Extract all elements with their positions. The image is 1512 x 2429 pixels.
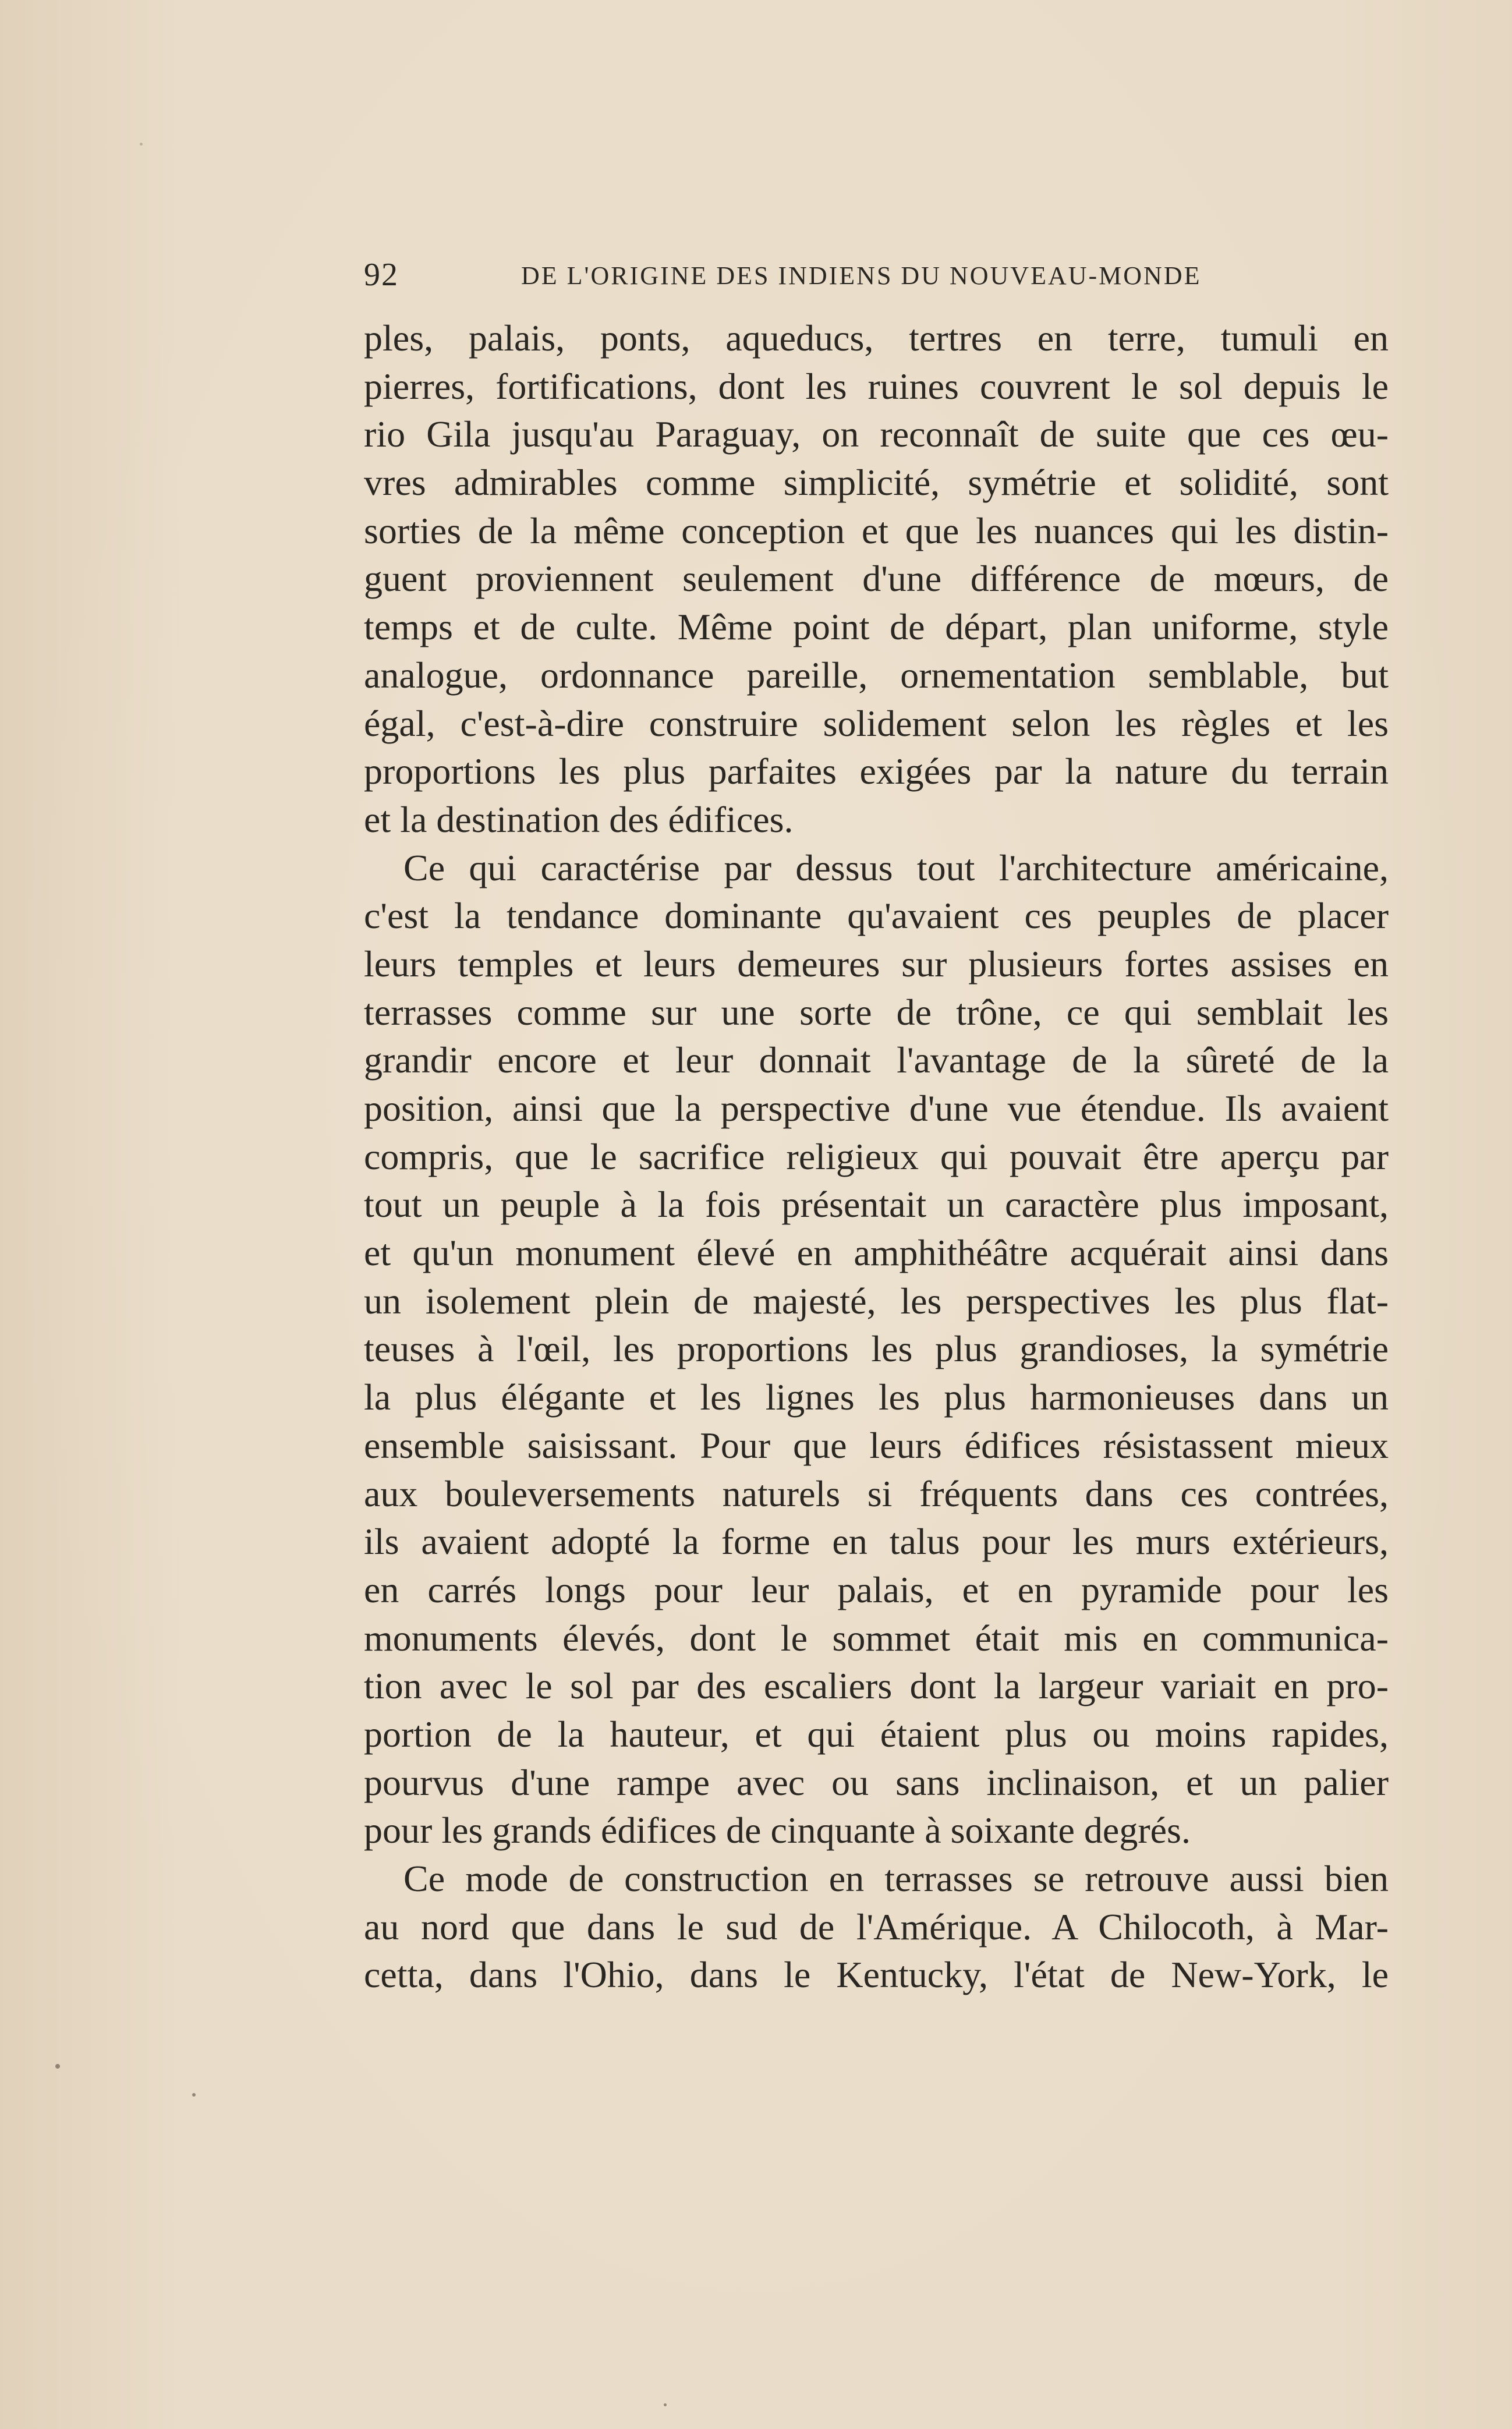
text-line: la plus élégante et les lignes les plus harmonieuses dans un	[364, 1376, 1389, 1418]
paragraph-1	[364, 314, 1389, 844]
text-line: ensemble saisissant. Pour que leurs édifices résistassent mieux	[364, 1424, 1389, 1466]
text-line: ils avaient adopté la forme en talus pour les murs extérieurs,	[364, 1521, 1389, 1563]
text-line: Ce mode de construction en terrasses se retrouve aussi bien	[403, 1858, 1389, 1899]
text-line: portion de la hauteur, et qui étaient plus ou moins rapides,	[364, 1713, 1389, 1755]
text-line: Ce qui caractérise par dessus tout l'architecture américaine,	[403, 847, 1389, 888]
text-line: position, ainsi que la perspective d'une vue étendue. Ils avaient	[364, 1088, 1389, 1129]
text-line: pour les grands édifices de cinquante à soixante degrés.	[364, 1810, 1191, 1851]
text-line: rio Gila jusqu'au Paraguay, on reconnaît de suite que ces œu-	[364, 413, 1389, 455]
text-line: leurs temples et leurs demeures sur plusieurs fortes assises en	[364, 943, 1389, 985]
paragraph-2	[364, 844, 1389, 1855]
text-line: grandir encore et leur donnait l'avantage de la sûreté de la	[364, 1039, 1389, 1081]
text-line: un isolement plein de majesté, les perspectives les plus flat-	[364, 1280, 1389, 1322]
paragraph-3	[364, 1855, 1389, 1999]
text-line: tout un peuple à la fois présentait un caractère plus imposant,	[364, 1184, 1389, 1226]
text-line: c'est la tendance dominante qu'avaient ces peuples de placer	[364, 895, 1389, 937]
running-head	[364, 256, 1237, 297]
body-text	[364, 314, 1389, 1999]
text-line: vres admirables comme simplicité, symétrie et solidité, sont	[364, 462, 1389, 504]
text-line: égal, c'est-à-dire construire solidement selon les règles et les	[364, 702, 1389, 744]
running-title: DE L'ORIGINE DES INDIENS DU NOUVEAU-MONDE	[521, 261, 1202, 290]
text-line: sorties de la même conception et que les nuances qui les distin-	[364, 509, 1389, 551]
text-line: proportions les plus parfaites exigées par la nature du terrain	[364, 750, 1389, 792]
text-line: terrasses comme sur une sorte de trône, ce qui semblait les	[364, 991, 1389, 1033]
text-line: monuments élevés, dont le sommet était mis en communica-	[364, 1617, 1389, 1659]
text-line: en carrés longs pour leur palais, et en pyramide pour les	[364, 1568, 1389, 1610]
page-number: 92	[364, 257, 399, 293]
text-line: cetta, dans l'Ohio, dans le Kentucky, l'état de New-York, le	[364, 1954, 1389, 1996]
text-line: et qu'un monument élevé en amphithéâtre acquérait ainsi dans	[364, 1232, 1389, 1274]
text-line: teuses à l'œil, les proportions les plus grandioses, la symétrie	[364, 1328, 1389, 1370]
text-line: aux bouleversements naturels si fréquents dans ces contrées,	[364, 1472, 1389, 1514]
text-line: et la destination des édifices.	[364, 798, 794, 840]
paper-speck	[192, 2093, 196, 2097]
text-line: pourvus d'une rampe avec ou sans inclinaison, et un palier	[364, 1761, 1389, 1803]
text-line: analogue, ordonnance pareille, ornementation semblable, but	[364, 654, 1389, 696]
text-line: compris, que le sacrifice religieux qui pouvait être aperçu par	[364, 1135, 1389, 1177]
paper-speck	[55, 2064, 60, 2069]
text-line: pierres, fortifications, dont les ruines couvrent le sol depuis le	[364, 365, 1389, 407]
text-line: au nord que dans le sud de l'Amérique. A Chilocoth, à Mar-	[364, 1906, 1389, 1948]
text-line: tion avec le sol par des escaliers dont la largeur variait en pro-	[364, 1665, 1389, 1707]
text-line: ples, palais, ponts, aqueducs, tertres en terre, tumuli en	[364, 317, 1389, 359]
text-line: guent proviennent seulement d'une différence de mœurs, de	[364, 558, 1389, 600]
paper-speck	[664, 2403, 667, 2406]
text-line: temps et de culte. Même point de départ, plan uniforme, style	[364, 606, 1389, 648]
paper-speck	[140, 143, 143, 146]
